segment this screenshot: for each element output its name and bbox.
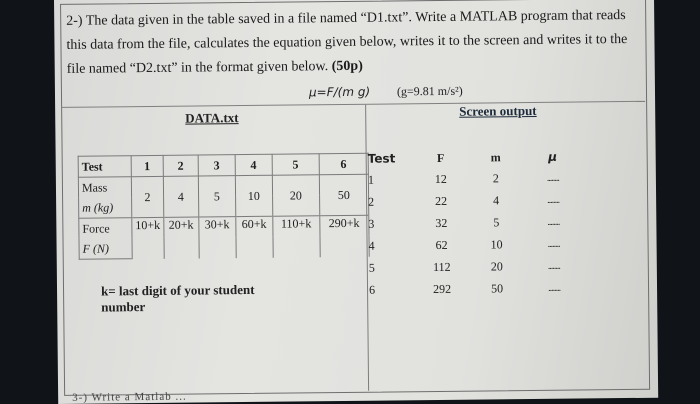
output-row — [368, 210, 582, 234]
output-m: 2 — [492, 170, 499, 185]
data-table-header-row — [78, 153, 368, 177]
output-mu: ........ — [547, 194, 560, 206]
output-test: 1 — [367, 172, 374, 187]
output-col-m: m — [490, 149, 501, 164]
output-mu: ........ — [546, 172, 559, 184]
force-cell: 30+k — [199, 217, 236, 258]
formula: μ=F/(m g) — [308, 84, 371, 100]
output-mu: ........ — [547, 238, 560, 250]
output-f: 292 — [432, 281, 452, 296]
force-label: Force — [79, 218, 132, 239]
output-f: 112 — [432, 259, 451, 274]
output-test: 2 — [368, 194, 375, 209]
output-test: 3 — [368, 216, 375, 231]
output-row — [369, 254, 583, 278]
output-row — [368, 188, 582, 212]
header-cell: 4 — [235, 154, 272, 175]
output-f: 32 — [435, 215, 448, 230]
output-row — [368, 166, 582, 190]
mass-cell: 5 — [198, 176, 235, 217]
mass-cell: 50 — [319, 174, 368, 216]
k-note: k= last digit of your student number — [100, 281, 255, 315]
output-test: 6 — [368, 282, 376, 297]
output-mu: ........ — [547, 282, 561, 294]
mass-cell: 20 — [272, 175, 319, 216]
output-mu: ........ — [547, 260, 560, 272]
output-mu: ........ — [547, 216, 560, 228]
force-unit: F (N) — [79, 238, 132, 259]
header-cell: 3 — [198, 155, 235, 176]
output-m: 5 — [493, 214, 500, 229]
mass-cell: 10 — [235, 175, 272, 216]
header-cell: 2 — [163, 155, 198, 176]
output-test: 4 — [368, 238, 375, 253]
output-m: 50 — [490, 280, 504, 295]
question-text — [66, 4, 637, 82]
screen-output-table — [368, 146, 584, 300]
force-cell: 60+k — [236, 216, 273, 257]
mass-row — [78, 174, 368, 198]
output-col-f: F — [436, 150, 445, 165]
mass-cell: 2 — [131, 176, 163, 217]
output-test: 5 — [368, 260, 375, 275]
header-cell: Test — [78, 156, 131, 178]
question-points: (50p) — [331, 58, 363, 75]
header-cell: 1 — [131, 155, 163, 176]
question-body: 2-) The data given in the table saved in a file named “D1.txt”. Write a MATLAB program that reads this data from the file, calculates the equation given below, writes it to the screen and writes it to the file named “D2.txt” in the format given below. — [66, 8, 628, 77]
data-table — [78, 153, 370, 260]
screen-output-title: Screen output — [459, 102, 537, 119]
output-m: 4 — [493, 192, 500, 207]
output-col-test: Test — [367, 151, 396, 166]
output-f: 62 — [435, 237, 448, 252]
force-cell: 110+k — [273, 216, 320, 257]
output-m: 10 — [490, 236, 503, 251]
gravity-constant: (g=9.81 m/s²) — [396, 83, 463, 99]
output-header-row — [368, 146, 582, 168]
output-f: 12 — [434, 171, 447, 186]
mass-label: Mass — [78, 177, 131, 198]
output-col-mu: μ — [548, 149, 558, 164]
header-cell: 5 — [272, 154, 319, 175]
force-cell: 20+k — [164, 217, 199, 258]
data-table-title: DATA.txt — [185, 110, 239, 126]
mass-cell: 4 — [163, 176, 198, 217]
force-cell: 290+k — [320, 215, 369, 257]
paper-sheet — [54, 0, 658, 404]
output-row — [368, 232, 582, 256]
output-row — [369, 276, 583, 300]
header-cell: 6 — [319, 153, 368, 175]
force-row — [79, 215, 369, 239]
output-f: 22 — [435, 193, 448, 208]
force-cell: 10+k — [132, 217, 164, 258]
output-m: 20 — [490, 258, 503, 273]
next-question-fragment: 3-) Write a Matlab ... — [72, 390, 187, 404]
mass-unit: m (kg) — [79, 197, 132, 218]
